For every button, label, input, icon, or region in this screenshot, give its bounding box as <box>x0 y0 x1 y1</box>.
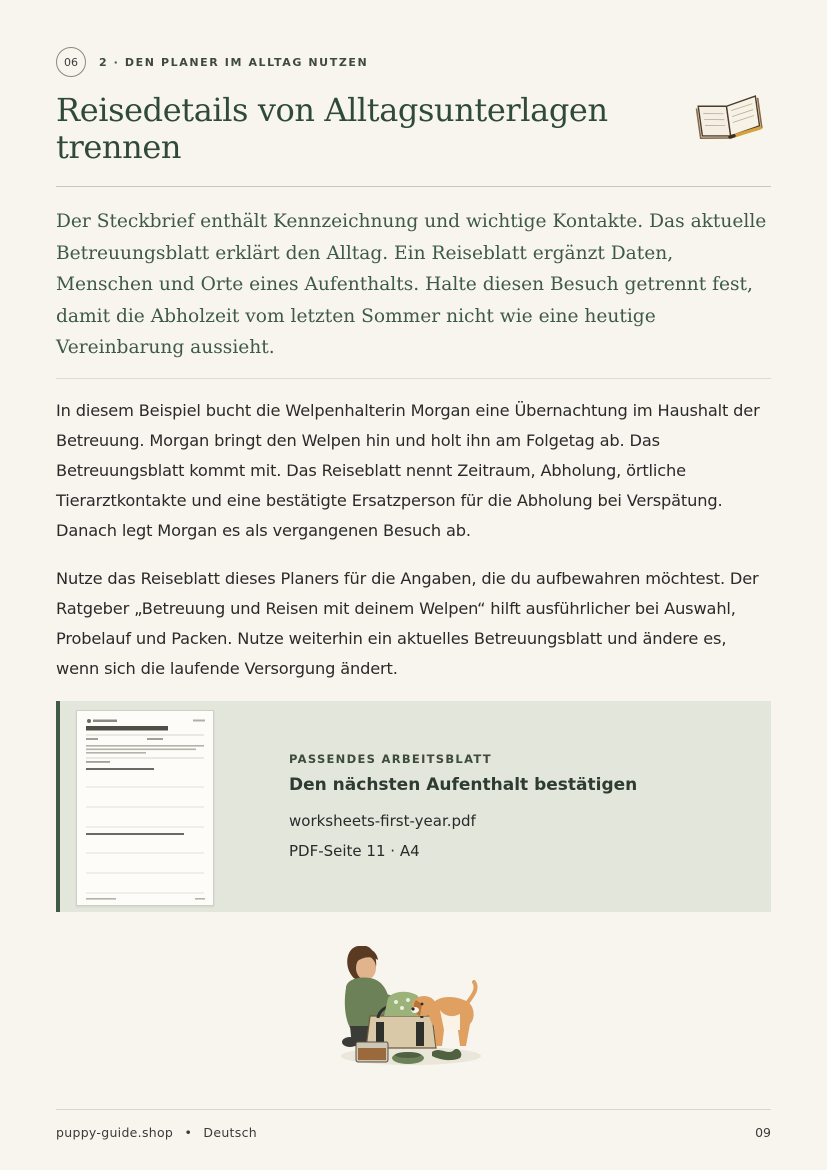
page-title: Reisedetails von Alltagsunterlagen trennen <box>56 91 608 166</box>
footer-meta <box>56 1125 257 1140</box>
title-divider <box>56 186 771 187</box>
chapter-header <box>56 47 368 77</box>
footer-divider <box>56 1109 771 1110</box>
chapter-label: 2 · DEN PLANER IM ALLTAG NUTZEN <box>99 55 369 69</box>
footer-language: Deutsch <box>203 1125 257 1140</box>
footer-page-number: 09 <box>755 1125 771 1140</box>
body-paragraph-1: In diesem Beispiel bucht die Welpenhalterin Morgan eine Übernachtung im Haushalt der Betreuung. Morgan bringt den Welpen hin und holt ihn am Folgetag ab. Das Betreuungsblatt kommt mit. Das Reiseblatt nennt Zeitraum, Abholung, örtliche Tierarztkontakte und eine bestätigte Ersatzperson für die Abholung bei Verspätung. Danach legt Morgan es als vergangenen Besuch ab. <box>56 401 760 540</box>
worksheet-kicker: PASSENDES ARBEITSBLATT <box>289 752 492 766</box>
page <box>56 0 771 1170</box>
worksheet-thumbnail[interactable] <box>76 710 214 906</box>
footer-separator: • <box>184 1125 193 1140</box>
footer-site[interactable]: puppy-guide.shop <box>56 1125 174 1140</box>
worksheet-page-ref: PDF-Seite 11 · A4 <box>289 842 420 860</box>
person-packing-bag-with-puppy-illustration <box>336 938 486 1073</box>
worksheet-card[interactable] <box>56 701 771 912</box>
worksheet-filename: worksheets-first-year.pdf <box>289 812 476 830</box>
notebook-pencil-icon <box>692 90 766 144</box>
lead-divider <box>56 378 771 379</box>
body-paragraph-2: Nutze das Reiseblatt dieses Planers für die Angaben, die du aufbewahren möchtest. Der Ratgeber „Betreuung und Reisen mit deinem Welpen“ hilft ausführlicher bei Auswahl, Probelauf und Packen. Nutze weiterhin ein aktuelles Betreuungsblatt und ändere es, wenn sich die laufende Versorgung ändert. <box>56 569 759 678</box>
lead-paragraph: Der Steckbrief enthält Kennzeichnung und wichtige Kontakte. Das aktuelle Betreuungsblatt erklärt den Alltag. Ein Reiseblatt ergänzt Daten, Menschen und Orte eines Aufenthalts. Halte diesen Besuch getrennt fest, damit die Abholzeit vom letzten Sommer nicht wie eine heutige Vereinbarung aussieht. <box>56 211 767 359</box>
page-badge: 06 <box>56 47 86 77</box>
worksheet-title[interactable]: Den nächsten Aufenthalt bestätigen <box>289 775 638 795</box>
